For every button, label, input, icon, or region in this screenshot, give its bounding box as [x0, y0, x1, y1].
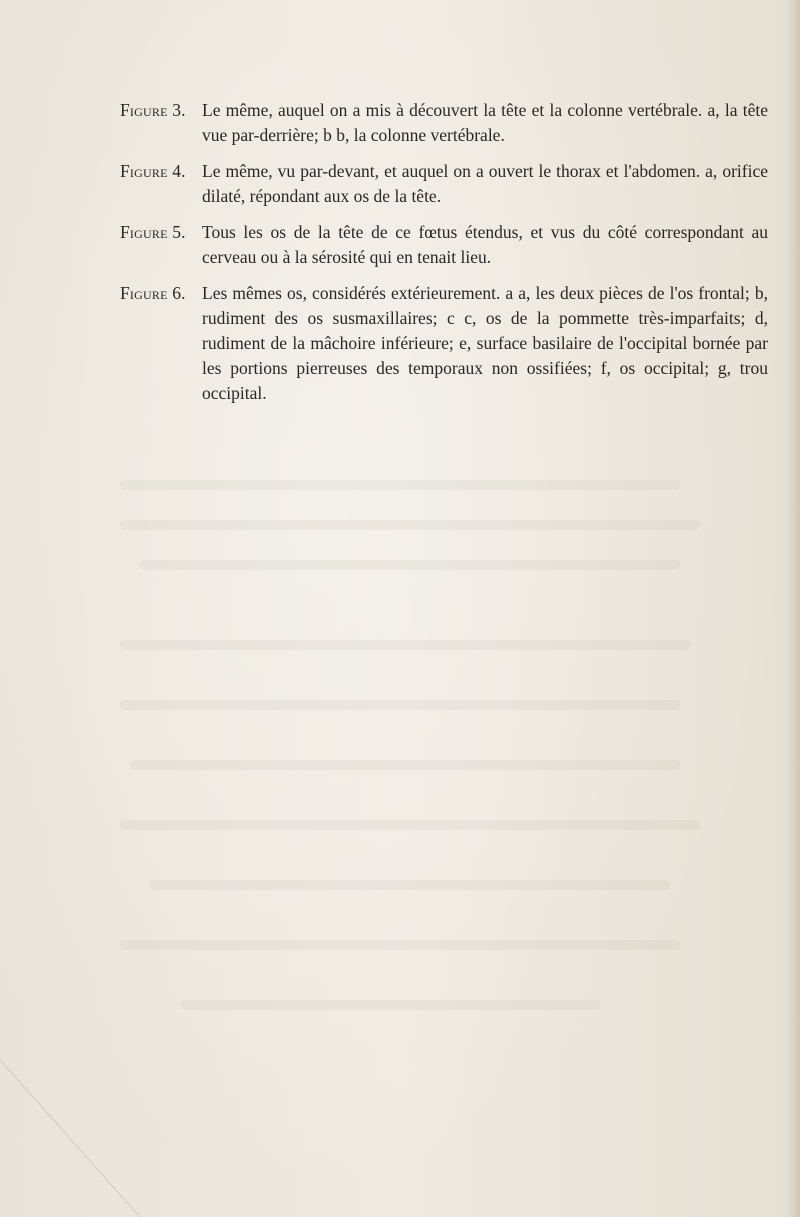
figure-caption-text: Le même, auquel on a mis à découvert la tête et la colonne vertébrale. a, la tête vue par-derrière; b b, la colonne vertébrale.	[202, 100, 768, 145]
figure-caption-text: Tous les os de la tête de ce fœtus étendus, et vus du côté correspondant au cerveau ou à la sérosité qui en tenait lieu.	[202, 222, 768, 267]
figure-caption-text: Les mêmes os, considérés extérieurement. a a, les deux pièces de l'os frontal; b, rudiment des os susmaxillaires; c c, os de la pommette très-imparfaits; d, rudiment de la mâchoire inférieure; e, surface basilaire de l'occipital bornée par les portions pierreuses des temporaux non ossifiées; f, os occipital; g, trou occipital.	[202, 283, 768, 403]
page-edge-shadow	[786, 0, 800, 1217]
figure-caption-5	[120, 220, 768, 270]
figure-caption-6	[120, 281, 768, 406]
figure-label: Figure 3.	[120, 100, 186, 120]
figure-captions	[120, 98, 768, 417]
figure-label: Figure 4.	[120, 161, 186, 181]
figure-label: Figure 6.	[120, 283, 186, 303]
figure-caption-3	[120, 98, 768, 148]
figure-caption-4	[120, 159, 768, 209]
figure-label: Figure 5.	[120, 222, 186, 242]
figure-caption-text: Le même, vu par-devant, et auquel on a ouvert le thorax et l'abdomen. a, orifice dilaté, répondant aux os de la tête.	[202, 161, 768, 206]
